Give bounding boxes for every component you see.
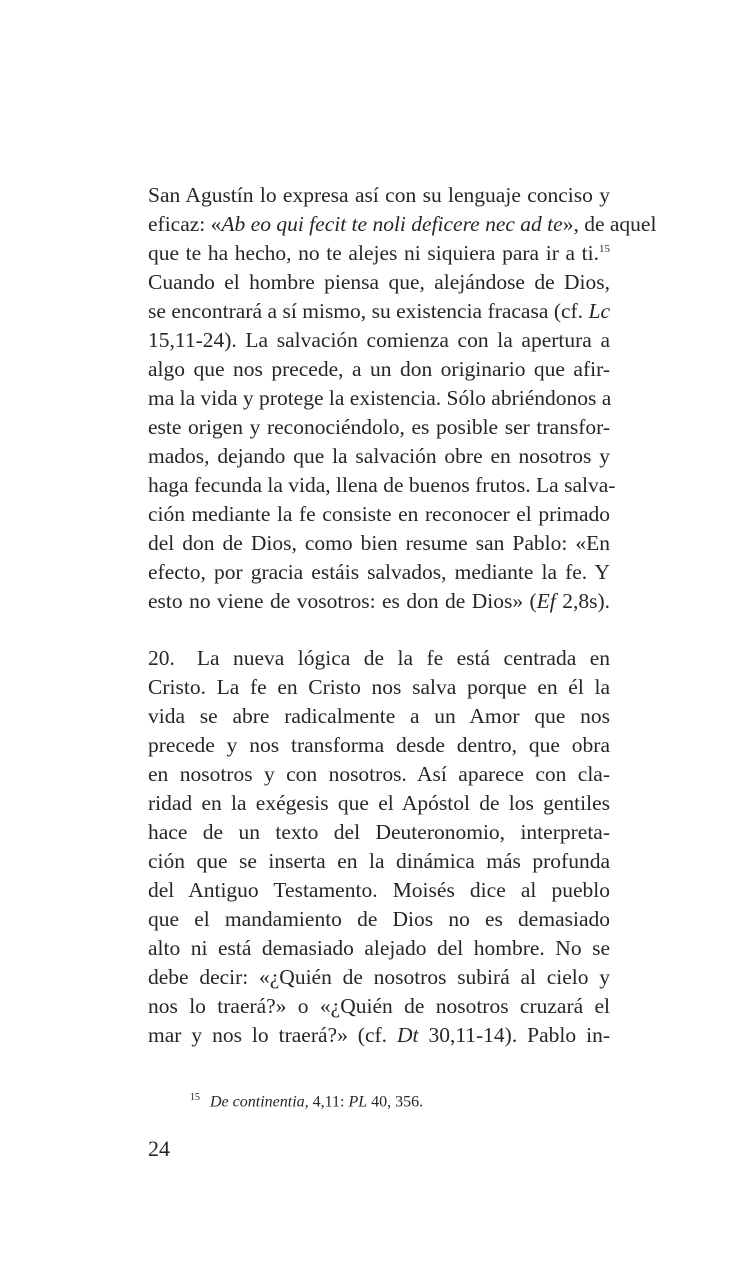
- footnote: $^{15}$ De continentia, 4,11: PL 40, 356.: [190, 1092, 424, 1111]
- text-line: efecto, por gracia estáis salvados, mediante la fe. Y: [148, 560, 610, 584]
- text-line: Cristo. La fe en Cristo nos salva porque en él la: [148, 675, 610, 699]
- page-body: [148, 181, 657, 1050]
- text-line: ción mediante la fe consiste en reconocer el primado: [148, 502, 610, 526]
- text-line: vida se abre radicalmente a un Amor que nos: [148, 704, 610, 728]
- text-line: haga fecunda la vida, llena de buenos frutos. La salva-: [148, 473, 616, 497]
- ref-dt: Dt: [396, 1023, 419, 1047]
- latin-quote: Ab eo qui fecit te noli deficere nec ad te: [221, 212, 563, 236]
- page-number: 24: [148, 1136, 170, 1161]
- text-line: Cuando el hombre piensa que, alejándose de Dios,: [148, 270, 610, 294]
- text-line: hace de un texto del Deuteronomio, interpreta-: [148, 820, 610, 844]
- text-line: San Agustín lo expresa así con su lenguaje conciso y: [148, 183, 610, 207]
- text-line: precede y nos transforma desde dentro, que obra: [148, 733, 610, 757]
- text-line: algo que nos precede, a un don originario que afir-: [148, 357, 610, 381]
- footnote-source: PL: [348, 1093, 368, 1111]
- paragraph-1: [148, 181, 657, 616]
- text-line: nos lo traerá?» o «¿Quién de nosotros cruzará el: [148, 994, 610, 1018]
- text-line: mados, dejando que la salvación obre en nosotros y: [148, 444, 610, 468]
- text-line: 15,11-24). La salvación comienza con la apertura a: [148, 328, 610, 352]
- text-line: del Antiguo Testamento. Moisés dice al pueblo: [148, 878, 610, 902]
- text-line: ma la vida y protege la existencia. Sólo abriéndonos a: [148, 386, 612, 410]
- text-line: alto ni está demasiado alejado del hombre. No se: [148, 936, 610, 960]
- footnote-number: 15: [190, 1092, 200, 1103]
- ref-ef: Ef: [536, 589, 556, 613]
- text-line: ción que se inserta en la dinámica más profunda: [148, 849, 610, 873]
- text-line: eficaz: «Ab eo qui fecit te noli deficere nec ad te», de aquel: [148, 212, 657, 236]
- text-line: ridad en la exégesis que el Apóstol de los gentiles: [148, 791, 610, 815]
- text-line: se encontrará a sí mismo, su existencia fracasa (cf. Lc: [148, 299, 610, 323]
- text-line: este origen y reconociéndolo, es posible ser transfor-: [148, 415, 610, 439]
- text-line: mar y nos lo traerá?» (cf. Dt 30,11-14). Pablo in-: [148, 1023, 610, 1047]
- text-line: que te ha hecho, no te alejes ni siquiera para ir a ti.$^{15}$: [148, 241, 610, 265]
- paragraph-2: [148, 644, 610, 1050]
- text-line: esto no viene de vosotros: es don de Dios» (Ef 2,8s).: [148, 589, 610, 613]
- text-line: en nosotros y con nosotros. Así aparece con cla-: [148, 762, 610, 786]
- paragraph-number: 20.: [148, 646, 175, 670]
- footnote-ref[interactable]: 15: [599, 242, 610, 255]
- text-line: del don de Dios, como bien resume san Pablo: «En: [148, 531, 610, 555]
- text-line: que el mandamiento de Dios no es demasiado: [148, 907, 610, 931]
- text-line: 20. La nueva lógica de la fe está centrada en: [148, 646, 610, 670]
- footnote-title: De continentia,: [210, 1093, 309, 1111]
- text-line: debe decir: «¿Quién de nosotros subirá al cielo y: [148, 965, 610, 989]
- ref-lc: Lc: [588, 299, 610, 323]
